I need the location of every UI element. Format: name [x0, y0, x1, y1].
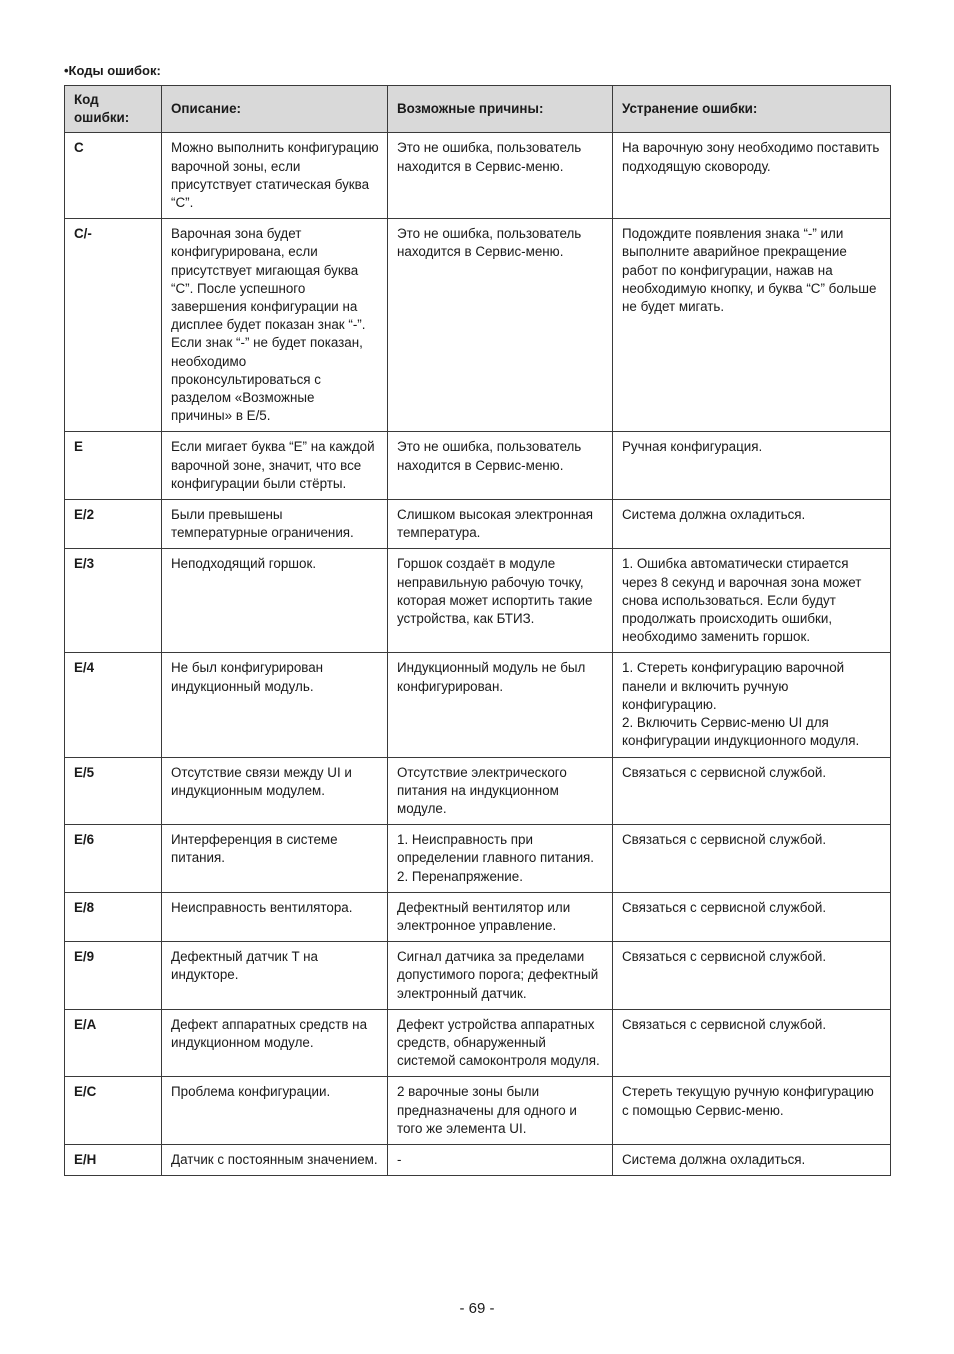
- causes-cell: Отсутствие электрического питания на индукционном модуле.: [388, 757, 613, 825]
- description-cell: Не был конфигурирован индукционный модуль.: [162, 653, 388, 757]
- description-cell: Отсутствие связи между UI и индукционным модулем.: [162, 757, 388, 825]
- causes-cell: Это не ошибка, пользователь находится в Сервис-меню.: [388, 432, 613, 500]
- causes-cell: Горшок создаёт в модуле неправильную рабочую точку, которая может испортить такие устройства, как БТИЗ.: [388, 549, 613, 653]
- table-row: [65, 133, 891, 219]
- table-row: [65, 500, 891, 549]
- fix-cell: Стереть текущую ручную конфигурацию с помощью Сервис-меню.: [613, 1077, 891, 1145]
- error-code-cell: E: [65, 432, 162, 500]
- causes-cell: Дефект устройства аппаратных средств, обнаруженный системой самоконтроля модуля.: [388, 1009, 613, 1077]
- description-cell: Были превышены температурные ограничения.: [162, 500, 388, 549]
- fix-cell: Связаться с сервисной службой.: [613, 825, 891, 893]
- error-code-cell: C: [65, 133, 162, 219]
- fix-cell: Связаться с сервисной службой.: [613, 942, 891, 1010]
- fix-cell: Система должна охладиться.: [613, 1144, 891, 1175]
- description-cell: Интерференция в системе питания.: [162, 825, 388, 893]
- table-row: [65, 432, 891, 500]
- description-cell: Проблема конфигурации.: [162, 1077, 388, 1145]
- table-row: [65, 942, 891, 1010]
- fix-cell: 1. Стереть конфигурацию варочной панели и включить ручную конфигурацию. 2. Включить Сервис-меню UI для конфигурации индукционного модуля.: [613, 653, 891, 757]
- causes-cell: Сигнал датчика за пределами допустимого порога; дефектный электронный датчик.: [388, 942, 613, 1010]
- fix-cell: На варочную зону необходимо поставить подходящую сковороду.: [613, 133, 891, 219]
- table-header-row: [65, 86, 891, 133]
- causes-cell: Слишком высокая электронная температура.: [388, 500, 613, 549]
- error-code-cell: E/8: [65, 892, 162, 941]
- header-fix: Устранение ошибки:: [613, 86, 891, 133]
- causes-cell: -: [388, 1144, 613, 1175]
- description-cell: Дефектный датчик T на индукторе.: [162, 942, 388, 1010]
- section-title: •Коды ошибок:: [64, 63, 161, 78]
- table-row: [65, 1144, 891, 1175]
- fix-cell: Подождите появления знака “-” или выполните аварийное прекращение работ по конфигурации, нажав на необходимую кнопку, и буква “C” больше не будет мигать.: [613, 219, 891, 432]
- header-causes: Возможные причины:: [388, 86, 613, 133]
- table-row: [65, 1009, 891, 1077]
- description-cell: Варочная зона будет конфигурирована, если присутствует мигающая буква “C”. После успешного завершения конфигурации на дисплее будет показан знак “-”. Если знак “-” не будет показан, необходимо проконсультироваться с разделом «Возможные причины» в E/5.: [162, 219, 388, 432]
- causes-cell: Это не ошибка, пользователь находится в Сервис-меню.: [388, 133, 613, 219]
- fix-cell: Связаться с сервисной службой.: [613, 757, 891, 825]
- table-row: [65, 825, 891, 893]
- error-code-cell: E/H: [65, 1144, 162, 1175]
- table-row: [65, 549, 891, 653]
- table-body: [65, 133, 891, 1176]
- causes-cell: 1. Неисправность при определении главного питания. 2. Перенапряжение.: [388, 825, 613, 893]
- causes-cell: Дефектный вентилятор или электронное управление.: [388, 892, 613, 941]
- fix-cell: Ручная конфигурация.: [613, 432, 891, 500]
- error-code-cell: E/4: [65, 653, 162, 757]
- page-number: - 69 -: [459, 1300, 495, 1317]
- fix-cell: Связаться с сервисной службой.: [613, 892, 891, 941]
- error-code-cell: E/9: [65, 942, 162, 1010]
- table-row: [65, 1077, 891, 1145]
- table-row: [65, 219, 891, 432]
- error-code-cell: E/2: [65, 500, 162, 549]
- table-row: [65, 653, 891, 757]
- description-cell: Можно выполнить конфигурацию варочной зоны, если присутствует статическая буква “C”.: [162, 133, 388, 219]
- error-code-cell: E/5: [65, 757, 162, 825]
- causes-cell: 2 варочные зоны были предназначены для одного и того же элемента UI.: [388, 1077, 613, 1145]
- description-cell: Если мигает буква “E” на каждой варочной зоне, значит, что все конфигурации были стёрты.: [162, 432, 388, 500]
- error-code-cell: E/A: [65, 1009, 162, 1077]
- fix-cell: Система должна охладиться.: [613, 500, 891, 549]
- error-code-cell: E/C: [65, 1077, 162, 1145]
- table-row: [65, 757, 891, 825]
- error-code-cell: C/-: [65, 219, 162, 432]
- table-row: [65, 892, 891, 941]
- header-description: Описание:: [162, 86, 388, 133]
- description-cell: Дефект аппаратных средств на индукционном модуле.: [162, 1009, 388, 1077]
- fix-cell: Связаться с сервисной службой.: [613, 1009, 891, 1077]
- error-code-cell: E/3: [65, 549, 162, 653]
- error-codes-table: [64, 85, 891, 1176]
- description-cell: Неподходящий горшок.: [162, 549, 388, 653]
- description-cell: Неисправность вентилятора.: [162, 892, 388, 941]
- description-cell: Датчик с постоянным значением.: [162, 1144, 388, 1175]
- causes-cell: Это не ошибка, пользователь находится в Сервис-меню.: [388, 219, 613, 432]
- fix-cell: 1. Ошибка автоматически стирается через 8 секунд и варочная зона может снова использоваться. Если будут продолжать происходить ошибки, необходимо заменить горшок.: [613, 549, 891, 653]
- error-code-cell: E/6: [65, 825, 162, 893]
- causes-cell: Индукционный модуль не был конфигурирован.: [388, 653, 613, 757]
- header-code: Код ошибки:: [65, 86, 162, 133]
